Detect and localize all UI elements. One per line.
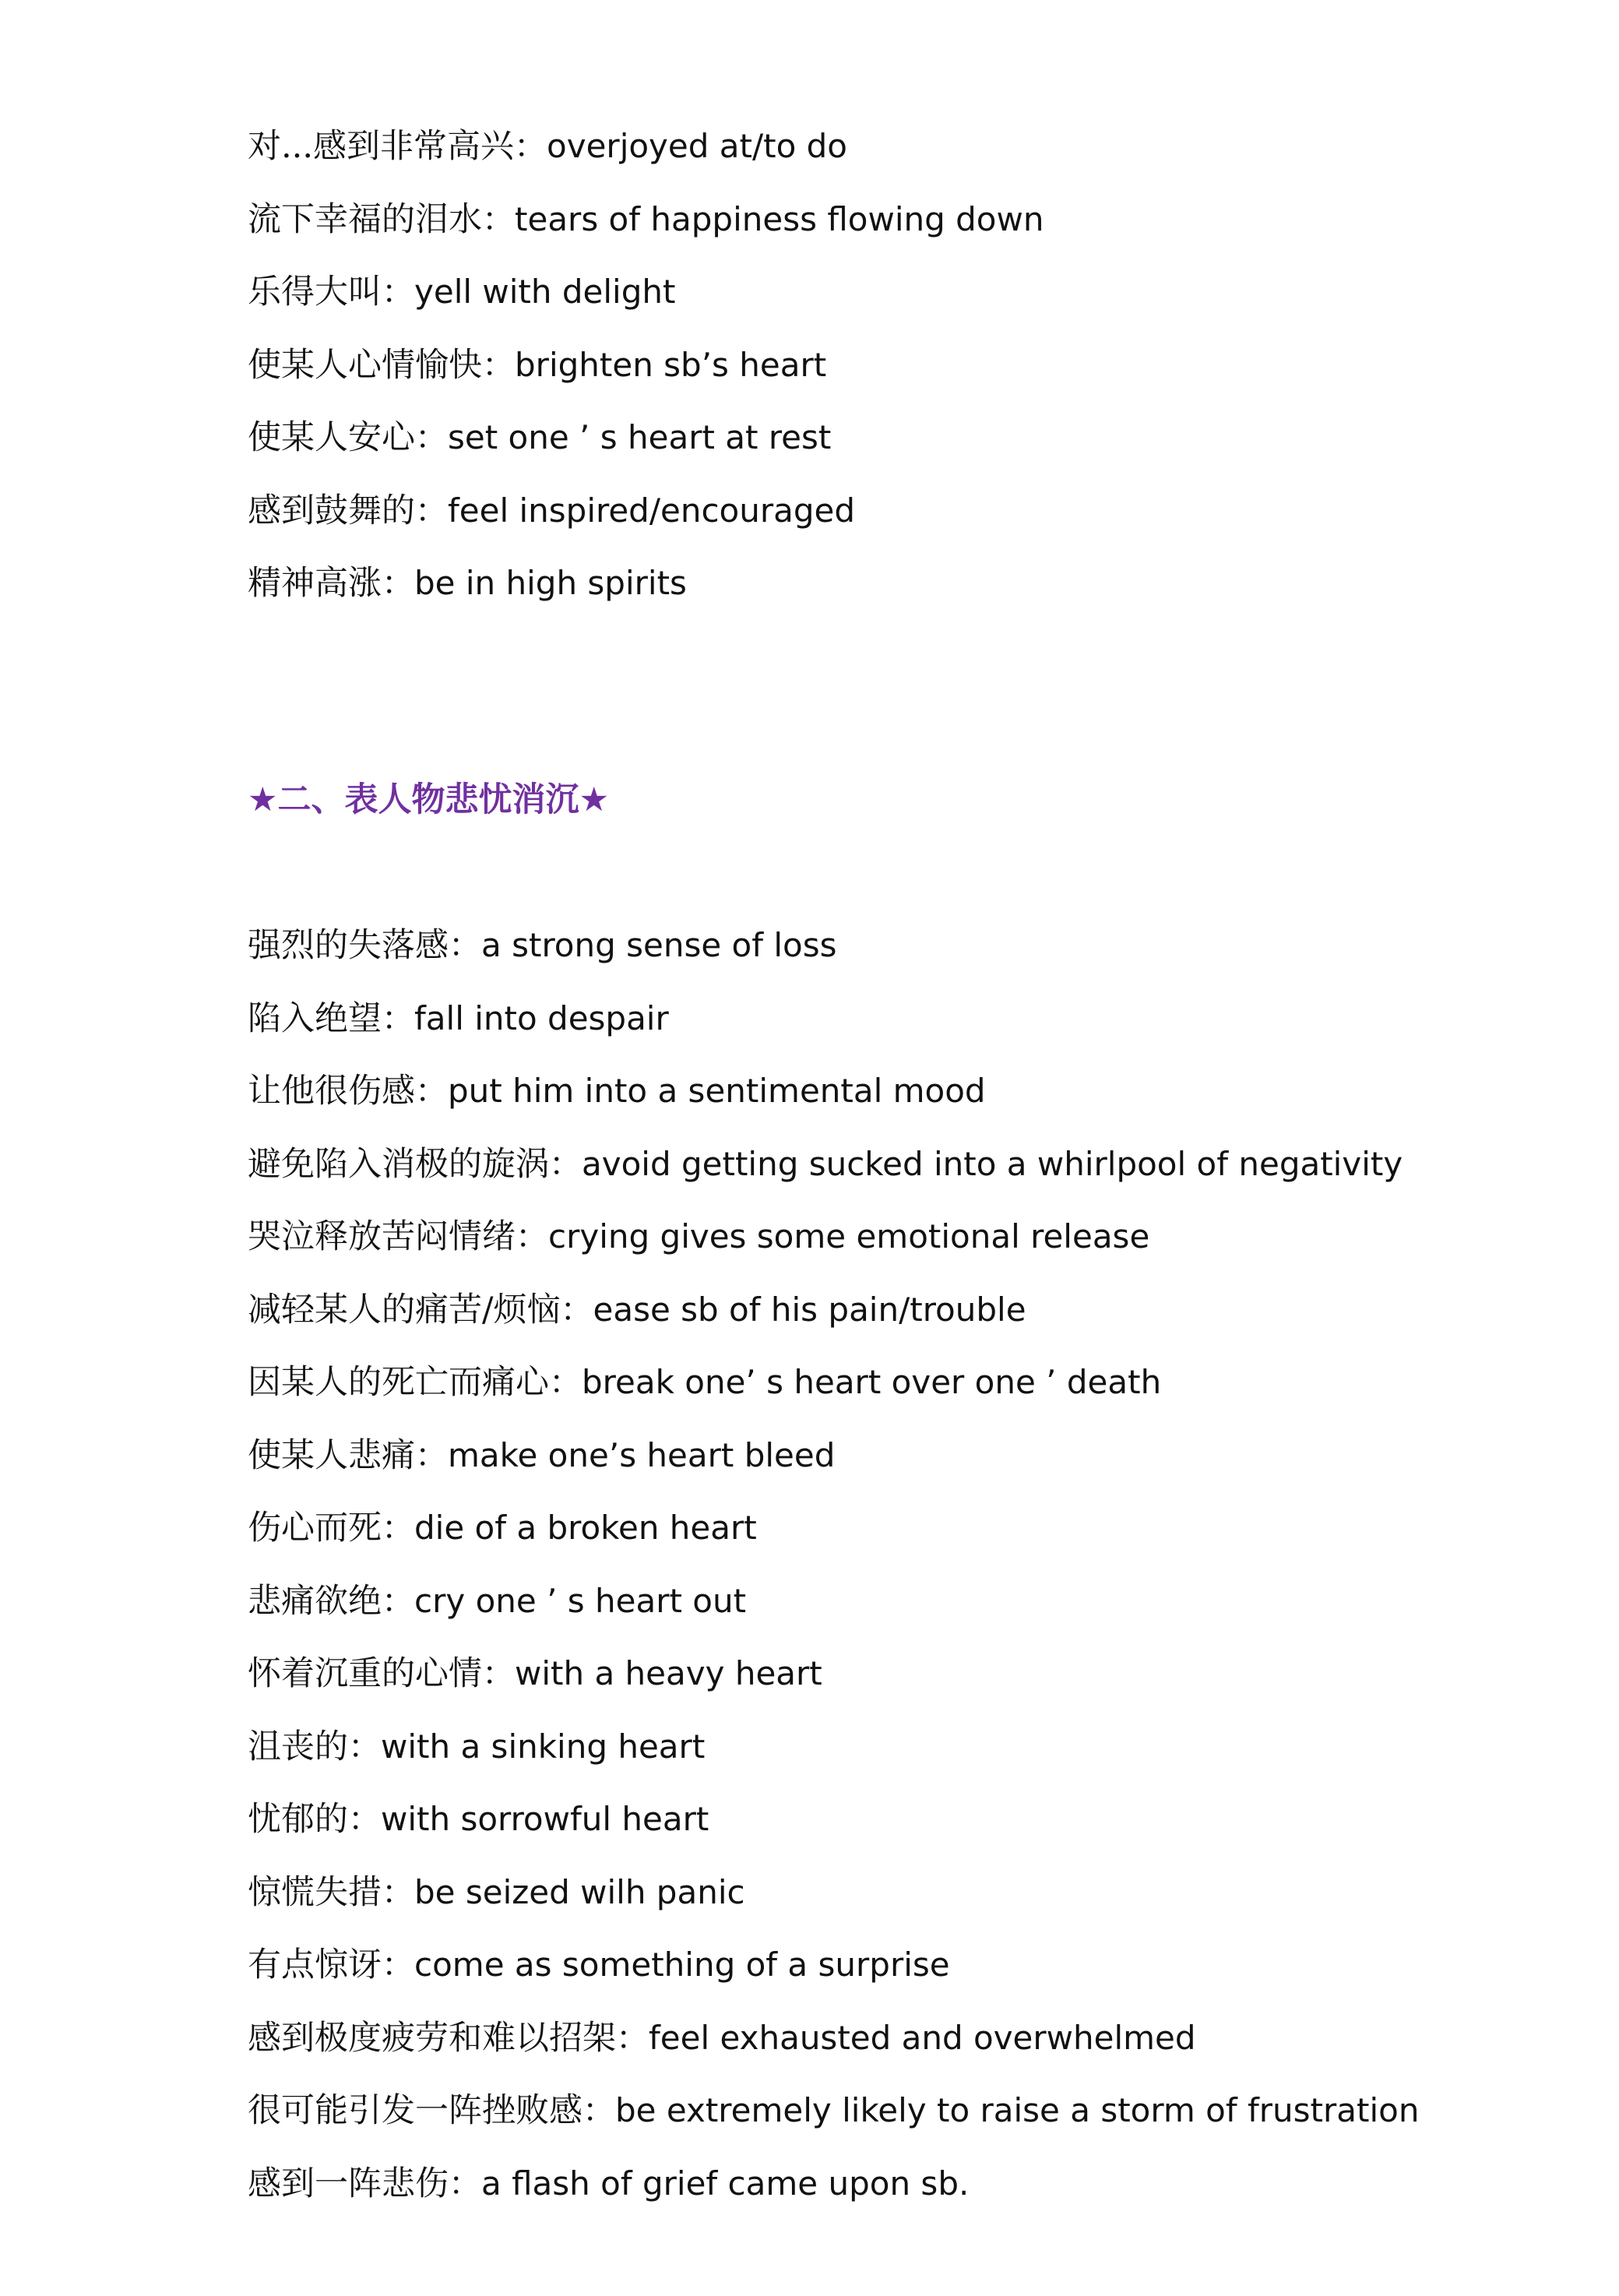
english-phrase: overjoyed at/to do [547,127,847,165]
english-phrase: yell with delight [414,273,676,311]
section-heading: ★二、表人物悲忧消沉★ [248,780,610,819]
english-phrase: die of a broken heart [414,1509,757,1547]
english-phrase: come as something of a surprise [414,1946,950,1984]
separator: ： [482,199,516,238]
chinese-phrase: 沮丧的 [248,1727,348,1766]
phrase-entry [248,1505,1571,1578]
chinese-phrase: 精神高涨 [248,564,382,603]
chinese-phrase: 乐得大叫 [248,273,382,312]
separator: ： [482,345,516,384]
separator: ： [415,1435,449,1474]
english-phrase: a strong sense of loss [481,926,837,964]
phrase-entry [248,414,1571,488]
chinese-phrase: 使某人心情愉快 [248,345,482,385]
separator: ： [382,998,415,1037]
phrase-entry [248,1359,1571,1432]
chinese-phrase: 因某人的死亡而痛心 [248,1363,549,1402]
english-phrase: be seized wilh panic [414,1872,745,1911]
english-phrase: brighten sb’s heart [515,345,827,384]
phrase-entry [248,2087,1571,2160]
separator: ： [560,1290,593,1329]
separator: ： [514,127,547,165]
phrase-entry [248,2015,1571,2088]
chinese-phrase: 强烈的失落感 [248,926,449,965]
separator: ： [415,418,449,456]
chinese-phrase: 感到极度疲劳和难以招架 [248,2018,616,2058]
english-phrase: with a sinking heart [381,1727,706,1766]
chinese-phrase: 感到鼓舞的 [248,491,415,530]
chinese-phrase: 避免陷入消极的旋涡 [248,1144,549,1184]
english-phrase: ease sb of his pain/trouble [593,1290,1026,1329]
phrase-entry [248,342,1571,415]
separator: ： [449,926,482,964]
chinese-phrase: 使某人悲痛 [248,1435,415,1475]
separator: ： [382,273,415,311]
phrase-entry [248,269,1571,342]
phrase-entry [248,1213,1571,1287]
separator: ： [382,1509,415,1547]
separator: ： [616,2018,649,2057]
phrase-entry [248,1942,1571,2015]
separator: ： [549,1144,582,1183]
chinese-phrase: 流下幸福的泪水 [248,199,482,239]
phrase-entry [248,1578,1571,1651]
chinese-phrase: 悲痛欲绝 [248,1581,382,1621]
chinese-phrase: 有点惊讶 [248,1946,382,1984]
phrase-entry [248,488,1571,561]
separator: ： [482,1654,516,1692]
chinese-phrase: 很可能引发一阵挫败感 [248,2091,582,2130]
phrase-entry [248,1287,1571,1360]
english-phrase: break one’ s heart over one ’ death [582,1363,1162,1401]
phrase-entry [248,922,1571,995]
english-phrase: with a heavy heart [515,1654,822,1692]
english-phrase: be extremely likely to raise a storm of frustration [615,2091,1420,2129]
english-phrase: feel exhausted and overwhelmed [649,2018,1196,2057]
separator: ： [516,1217,549,1255]
chinese-phrase: 感到一阵悲伤 [248,2164,449,2203]
phrase-entry [248,560,1571,633]
chinese-phrase: 使某人安心 [248,418,415,457]
chinese-phrase: 伤心而死 [248,1509,382,1548]
phrase-entry [248,1068,1571,1141]
phrase-entry [248,1869,1571,1942]
english-phrase: tears of happiness flowing down [515,199,1044,238]
separator: ： [348,1727,382,1766]
english-phrase: a flash of grief came upon sb. [481,2164,970,2203]
chinese-phrase: 忧郁的 [248,1800,348,1839]
section-one-phrase-list [248,123,1571,633]
separator: ： [382,1946,415,1984]
english-phrase: avoid getting sucked into a whirlpool of negativity [582,1144,1403,1183]
english-phrase: make one’s heart bleed [448,1435,836,1474]
phrase-entry [248,123,1571,196]
english-phrase: fall into despair [414,998,669,1037]
phrase-entry [248,1141,1571,1214]
separator: ： [382,1581,415,1620]
english-phrase: with sorrowful heart [381,1800,709,1838]
phrase-entry [248,1796,1571,1869]
separator: ： [449,2164,482,2203]
chinese-phrase: 让他很伤感 [248,1072,415,1111]
chinese-phrase: 陷入绝望 [248,998,382,1038]
english-phrase: feel inspired/encouraged [448,491,856,530]
separator: ： [382,564,415,602]
separator: ： [382,1872,415,1911]
phrase-entry [248,1650,1571,1724]
chinese-phrase: 哭泣释放苦闷情绪 [248,1217,516,1256]
phrase-entry [248,2160,1571,2234]
section-two-phrase-list [248,922,1571,2233]
separator: ： [582,2091,616,2129]
chinese-phrase: 怀着沉重的心情 [248,1654,482,1693]
separator: ： [415,491,449,530]
english-phrase: be in high spirits [414,564,687,602]
separator: ： [348,1800,382,1838]
phrase-entry [248,1432,1571,1505]
phrase-entry [248,196,1571,269]
english-phrase: cry one ’ s heart out [414,1581,747,1620]
separator: ： [549,1363,582,1401]
phrase-entry [248,1724,1571,1797]
separator: ： [415,1072,449,1110]
english-phrase: set one ’ s heart at rest [448,418,832,456]
english-phrase: put him into a sentimental mood [448,1072,986,1110]
chinese-phrase: 减轻某人的痛苦/烦恼 [248,1290,561,1329]
english-phrase: crying gives some emotional release [548,1217,1150,1255]
chinese-phrase: 对...感到非常高兴 [248,127,515,166]
chinese-phrase: 惊慌失措 [248,1872,382,1912]
phrase-entry [248,995,1571,1069]
